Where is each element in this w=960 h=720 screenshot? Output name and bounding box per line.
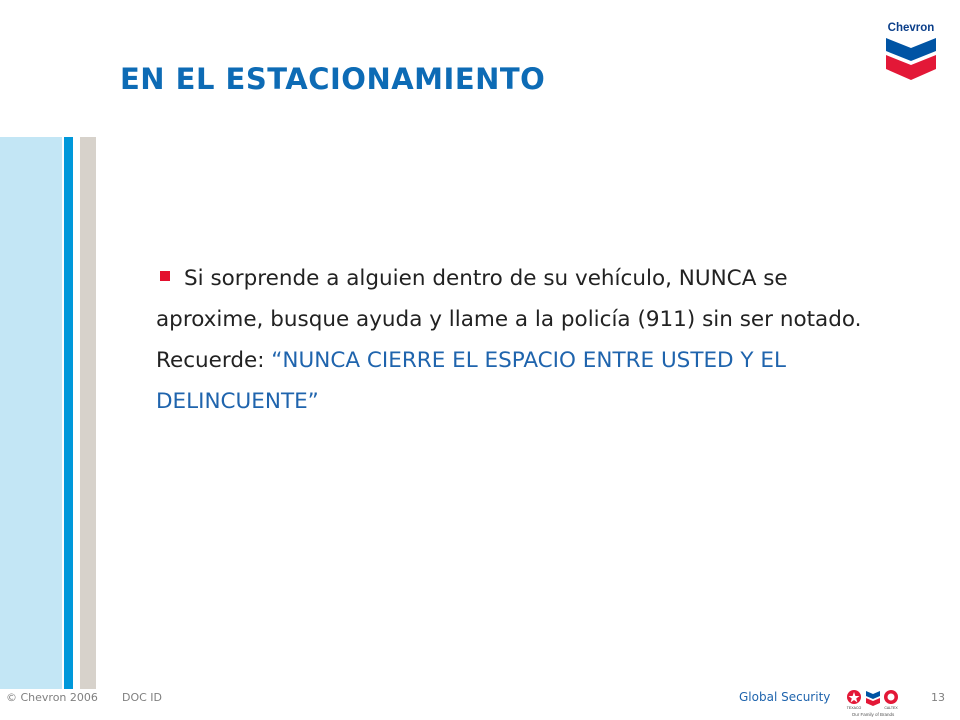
copyright: © Chevron 2006	[6, 691, 98, 704]
page-number: 13	[931, 691, 945, 704]
chevron-logo-icon	[880, 18, 942, 86]
brands-caption: Our Family of Brands	[851, 712, 895, 717]
bullet-emphasis: “NUNCA CIERRE EL ESPACIO ENTRE USTED Y EL DELINCUENTE”	[156, 348, 786, 414]
chevron-logo-text: Chevron	[887, 22, 935, 34]
left-band-gray	[80, 137, 96, 689]
department-label: Global Security	[739, 690, 831, 704]
family-of-brands-icon	[845, 688, 901, 718]
bullet-square-icon	[160, 271, 170, 281]
slide-title: EN EL ESTACIONAMIENTO	[120, 62, 546, 96]
brand-caltex: CALTEX	[884, 706, 898, 710]
bullet-text: Si sorprende a alguien dentro de su vehículo, NUNCA se aproxime, busque ayuda y llame a la policía (911) sin ser notado. Recuerde:	[156, 266, 862, 373]
left-band-light	[0, 137, 62, 689]
left-band-blue	[64, 137, 73, 689]
doc-id: DOC ID	[122, 691, 163, 704]
bullet-item	[156, 258, 876, 422]
brand-texaco: TEXACO	[846, 706, 862, 710]
